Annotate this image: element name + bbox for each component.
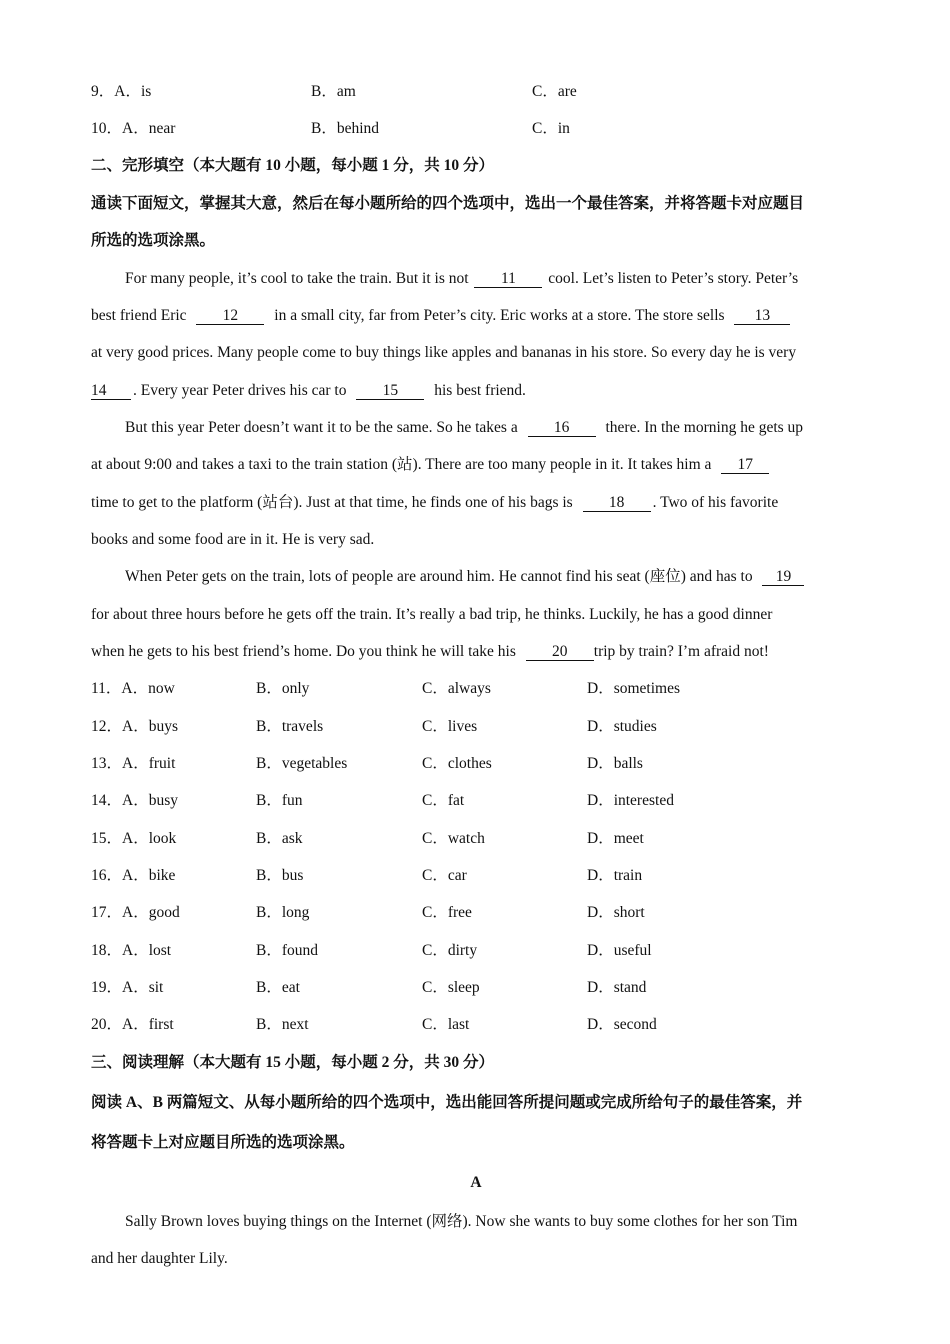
option-c: C．car — [422, 867, 467, 884]
passage-text: When Peter gets on the train, lots of people are around him. He cannot find his seat (座位) and has to — [125, 568, 753, 585]
option-c: C．last — [422, 1016, 470, 1033]
passage-text: at about 9:00 and takes a taxi to the train station (站). There are too many people in it. It takes him a — [91, 456, 712, 473]
passage-line — [91, 493, 778, 513]
passage-line — [91, 642, 769, 662]
option-a: 17．A．good — [91, 904, 180, 921]
option-b: B．vegetables — [256, 755, 348, 772]
passage-text: . Two of his favorite — [652, 494, 779, 511]
option-c: C．lives — [422, 718, 478, 735]
passage-line — [91, 343, 796, 363]
option-a: 12．A．buys — [91, 718, 178, 735]
option-b: B．long — [256, 904, 310, 921]
q10-option-c: C．in — [532, 120, 570, 137]
option-a: 16．A．bike — [91, 867, 176, 884]
option-b: B．fun — [256, 792, 303, 809]
section-2-instruction-1: 通读下面短文，掌握其大意，然后在每小题所给的四个选项中，选出一个最佳答案，并将答题卡对应题目 — [91, 195, 805, 212]
option-b: B．bus — [256, 867, 304, 884]
passage-text: trip by train? I’m afraid not! — [593, 643, 769, 660]
option-a: 15．A．look — [91, 830, 177, 847]
blank-15: 15 — [356, 383, 424, 400]
passage-text: in a small city, far from Peter’s city. Eric works at a store. The store sells — [274, 307, 725, 324]
passage-text: there. In the morning he gets up — [605, 419, 804, 436]
option-c: C．clothes — [422, 755, 492, 772]
option-a: 18．A．lost — [91, 942, 172, 959]
section-2-title: 二、完形填空（本大题有 10 小题，每小题 1 分，共 10 分） — [91, 157, 495, 174]
option-d: D．stand — [587, 979, 647, 996]
passage-text: for about three hours before he gets off the train. It’s really a bad trip, he thinks. Luckily, he has a good dinner — [91, 606, 773, 623]
passage-text: when he gets to his best friend’s home. Do you think he will take his — [91, 643, 516, 660]
blank-20: 20 — [526, 644, 594, 661]
option-b: B．travels — [256, 718, 324, 735]
blank-18: 18 — [583, 495, 651, 512]
option-d: D．interested — [587, 792, 674, 809]
q9-option-b: B．am — [311, 83, 356, 100]
q9-option-a: 9．A．is — [91, 83, 152, 100]
passage-text: at very good prices. Many people come to buy things like apples and bananas in his store. So every day he is very — [91, 344, 797, 361]
option-d: D．second — [587, 1016, 657, 1033]
passage-text: . Every year Peter drives his car to — [133, 382, 347, 399]
passage-line — [91, 381, 526, 401]
blank-14: 14 — [91, 383, 131, 400]
blank-12: 12 — [196, 308, 264, 325]
passage-text: cool. Let’s listen to Peter’s story. Peter’s — [548, 270, 799, 287]
option-c: C．free — [422, 904, 472, 921]
option-d: D．meet — [587, 830, 644, 847]
q10-option-b: B．behind — [311, 120, 380, 137]
section-3-instruction-1: 阅读 A、B 两篇短文、从每小题所给的四个选项中，选出能回答所提问题或完成所给句子的最佳答案，并 — [91, 1094, 803, 1111]
option-b: B．eat — [256, 979, 300, 996]
blank-19: 19 — [762, 569, 804, 586]
option-b: B．ask — [256, 830, 303, 847]
option-c: C．fat — [422, 792, 465, 809]
passage-text: his best friend. — [434, 382, 526, 399]
passage-line — [125, 567, 806, 587]
passage-line — [91, 605, 772, 625]
option-a: 13．A．fruit — [91, 755, 176, 772]
section-3-title: 三、阅读理解（本大题有 15 小题，每小题 2 分，共 30 分） — [91, 1054, 495, 1071]
option-a: 14．A．busy — [91, 792, 178, 809]
option-d: D．studies — [587, 718, 657, 735]
q10-option-a: 10．A．near — [91, 120, 176, 137]
passage-line — [125, 418, 803, 438]
option-d: D．train — [587, 867, 643, 884]
section-3-instruction-2: 将答题卡上对应题目所选的选项涂黑。 — [91, 1134, 355, 1151]
reading-a-line: and her daughter Lily. — [91, 1250, 228, 1267]
blank-17: 17 — [721, 457, 769, 474]
passage-line — [125, 269, 798, 289]
option-d: D．balls — [587, 755, 643, 772]
passage-text: time to get to the platform (站台). Just at that time, he finds one of his bags is — [91, 494, 573, 511]
option-b: B．found — [256, 942, 319, 959]
passage-text: But this year Peter doesn’t want it to be the same. So he takes a — [125, 419, 518, 436]
option-c: C．watch — [422, 830, 485, 847]
passage-line — [91, 306, 792, 326]
option-b: B．only — [256, 680, 310, 697]
option-b: B．next — [256, 1016, 309, 1033]
blank-16: 16 — [528, 420, 596, 437]
option-d: D．useful — [587, 942, 652, 959]
blank-13: 13 — [734, 308, 790, 325]
option-a: 11．A．now — [91, 680, 175, 697]
option-d: D．short — [587, 904, 645, 921]
option-c: C．dirty — [422, 942, 478, 959]
passage-text: best friend Eric — [91, 307, 187, 324]
passage-text: books and some food are in it. He is very sad. — [91, 531, 375, 548]
passage-line — [91, 530, 374, 550]
option-c: C．sleep — [422, 979, 480, 996]
option-a: 20．A．first — [91, 1016, 174, 1033]
option-d: D．sometimes — [587, 680, 680, 697]
option-a: 19．A．sit — [91, 979, 164, 996]
blank-11: 11 — [474, 271, 542, 288]
q9-option-c: C．are — [532, 83, 577, 100]
reading-a-line: Sally Brown loves buying things on the Internet (网络). Now she wants to buy some clothes for her son Tim — [125, 1213, 798, 1230]
passage-text: For many people, it’s cool to take the train. But it is not — [125, 270, 469, 287]
option-c: C．always — [422, 680, 491, 697]
section-2-instruction-2: 所选的选项涂黑。 — [91, 232, 216, 249]
reading-heading-a: A — [470, 1174, 482, 1191]
passage-line — [91, 455, 771, 475]
